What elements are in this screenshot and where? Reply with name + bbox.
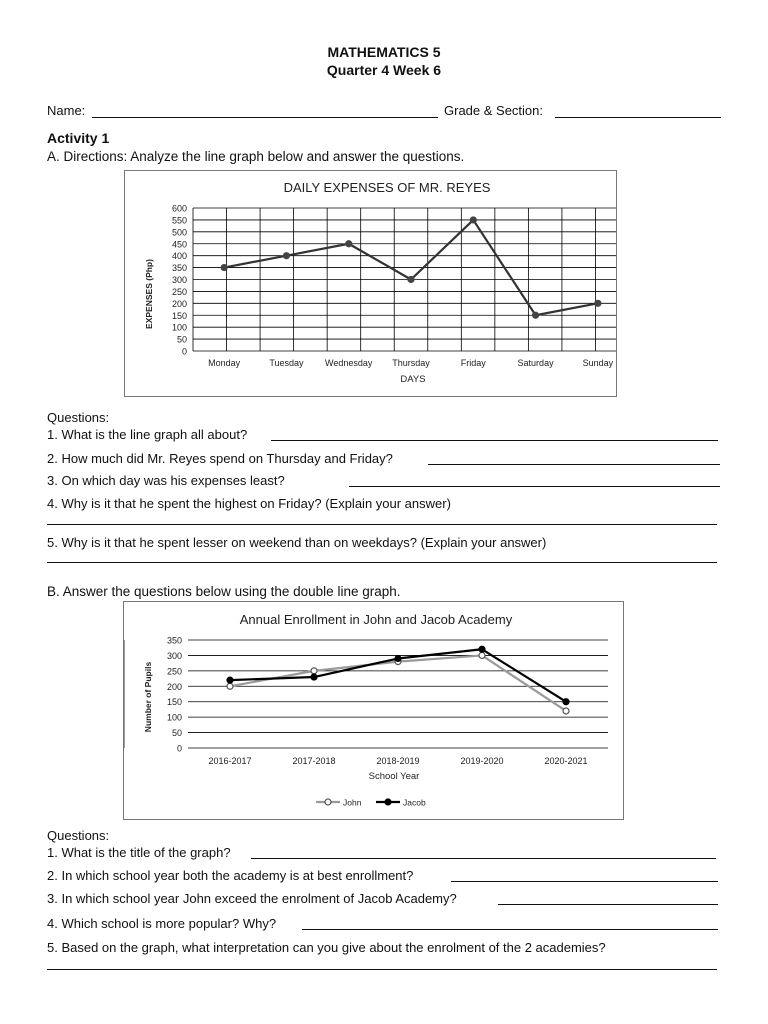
- part-a-answer-5[interactable]: [47, 562, 717, 563]
- c2-category-label: 2018-2019: [376, 756, 420, 766]
- c1-data-point: [221, 265, 227, 271]
- c1-data-point: [470, 217, 476, 223]
- c1-y-tick-label: 400: [171, 251, 187, 262]
- part-b-question-2: 2. In which school year both the academy is at best enrollment?: [47, 868, 414, 883]
- part-b-answer-4[interactable]: [302, 929, 718, 930]
- c1-y-tick-label: 200: [171, 298, 187, 309]
- part-a-question-1: 1. What is the line graph all about?: [47, 427, 248, 442]
- c2-category-label: 2019-2020: [460, 756, 504, 766]
- name-field[interactable]: [92, 117, 438, 118]
- c1-category-label: Monday: [208, 358, 241, 368]
- c2-data-point: [479, 652, 485, 658]
- c1-y-tick-label: 250: [171, 286, 187, 297]
- c1-data-point: [595, 300, 601, 306]
- c1-y-tick-label: 600: [171, 203, 187, 214]
- worksheet-period: Quarter 4 Week 6: [326, 62, 442, 78]
- c1-data-point: [533, 312, 539, 318]
- enrollment-chart-frame: [123, 601, 624, 820]
- enrollment-y-axis-label: Number of Pupils: [143, 661, 153, 733]
- c1-category-label: Tuesday: [269, 358, 304, 368]
- c2-y-tick-label: 150: [166, 697, 182, 708]
- part-b-questions-label: Questions:: [47, 828, 110, 843]
- c1-y-tick-label: 100: [171, 322, 187, 333]
- c2-data-point: [311, 674, 317, 680]
- enrollment-legend: [316, 798, 426, 808]
- enrollment-x-axis-label: School Year: [368, 771, 420, 782]
- c1-data-point: [346, 241, 352, 247]
- name-label: Name:: [47, 103, 86, 118]
- expenses-chart-title: DAILY EXPENSES OF MR. REYES: [283, 180, 491, 195]
- c2-legend-label: John: [343, 797, 362, 808]
- c2-legend-marker: [385, 799, 391, 805]
- c1-y-tick-label: 150: [171, 310, 187, 321]
- expenses-chart-frame: [124, 170, 617, 397]
- c1-data-point: [283, 253, 289, 259]
- grade-section-field[interactable]: [555, 117, 721, 118]
- c1-category-label: Thursday: [392, 358, 430, 368]
- c1-category-label: Sunday: [582, 358, 614, 368]
- c1-y-tick-label: 500: [171, 227, 187, 238]
- grade-section-label: Grade & Section:: [444, 103, 543, 118]
- part-a-questions-label: Questions:: [47, 410, 110, 425]
- c1-y-tick-label: 450: [171, 239, 187, 250]
- c1-y-tick-label: 550: [171, 215, 187, 226]
- c2-category-label: 2017-2018: [292, 756, 336, 766]
- c1-y-tick-label: 350: [171, 263, 187, 274]
- c2-data-point: [563, 708, 569, 714]
- enrollment-line-chart: [124, 602, 623, 819]
- worksheet-subject: MATHEMATICS 5: [327, 44, 441, 60]
- part-b-answer-1[interactable]: [251, 858, 716, 859]
- c2-legend-marker: [325, 799, 331, 805]
- c2-y-tick-label: 250: [166, 666, 182, 677]
- c1-category-label: Wednesday: [325, 358, 373, 368]
- part-a-answer-3[interactable]: [349, 486, 720, 487]
- c1-category-label: Saturday: [517, 358, 554, 368]
- part-a-question-5: 5. Why is it that he spent lesser on weekend than on weekdays? (Explain your answer): [47, 535, 547, 550]
- c2-data-point: [227, 677, 233, 683]
- part-a-question-3: 3. On which day was his expenses least?: [47, 473, 285, 488]
- part-a-answer-4[interactable]: [47, 524, 717, 525]
- part-a-answer-1[interactable]: [271, 440, 718, 441]
- c2-data-point: [311, 668, 317, 674]
- c2-data-point: [479, 646, 485, 652]
- c2-y-tick-label: 200: [166, 681, 182, 692]
- part-b-question-4: 4. Which school is more popular? Why?: [47, 916, 277, 931]
- part-a-question-4: 4. Why is it that he spent the highest on Friday? (Explain your answer): [47, 496, 451, 511]
- expenses-y-axis-label: EXPENSES (Php): [144, 259, 154, 329]
- c2-data-point: [227, 683, 233, 689]
- c2-y-tick-label: 100: [166, 712, 182, 723]
- part-b-answer-3[interactable]: [498, 904, 718, 905]
- part-b-question-3: 3. In which school year John exceed the enrolment of Jacob Academy?: [47, 891, 457, 906]
- c2-legend-label: Jacob: [403, 797, 426, 808]
- part-a-directions: A. Directions: Analyze the line graph below and answer the questions.: [47, 149, 465, 164]
- c2-category-label: 2016-2017: [208, 756, 252, 766]
- c2-y-tick-label: 50: [171, 728, 182, 739]
- c1-y-tick-label: 50: [176, 334, 187, 345]
- part-b-answer-5[interactable]: [47, 969, 717, 970]
- part-b-directions: B. Answer the questions below using the double line graph.: [47, 584, 401, 599]
- c2-category-label: 2020-2021: [544, 756, 588, 766]
- c1-category-label: Friday: [460, 358, 486, 368]
- expenses-x-axis-label: DAYS: [400, 374, 426, 385]
- c2-y-tick-label: 0: [176, 743, 182, 754]
- activity-title: Activity 1: [47, 130, 110, 146]
- c1-y-tick-label: 300: [171, 275, 187, 285]
- c2-y-tick-label: 350: [166, 635, 182, 646]
- c2-data-point: [395, 656, 401, 662]
- part-a-question-2: 2. How much did Mr. Reyes spend on Thursday and Friday?: [47, 451, 393, 466]
- enrollment-chart-title: Annual Enrollment in John and Jacob Academy: [239, 612, 513, 627]
- c1-y-tick-label: 0: [181, 346, 187, 357]
- part-b-question-5: 5. Based on the graph, what interpretation can you give about the enrolment of the 2 academies?: [47, 940, 606, 955]
- part-b-answer-2[interactable]: [451, 881, 718, 882]
- part-b-question-1: 1. What is the title of the graph?: [47, 845, 231, 860]
- c2-y-tick-label: 300: [166, 650, 182, 661]
- part-a-answer-2[interactable]: [428, 464, 720, 465]
- expenses-line-chart: [125, 171, 616, 396]
- c2-data-point: [563, 699, 569, 705]
- c1-data-point: [408, 277, 414, 283]
